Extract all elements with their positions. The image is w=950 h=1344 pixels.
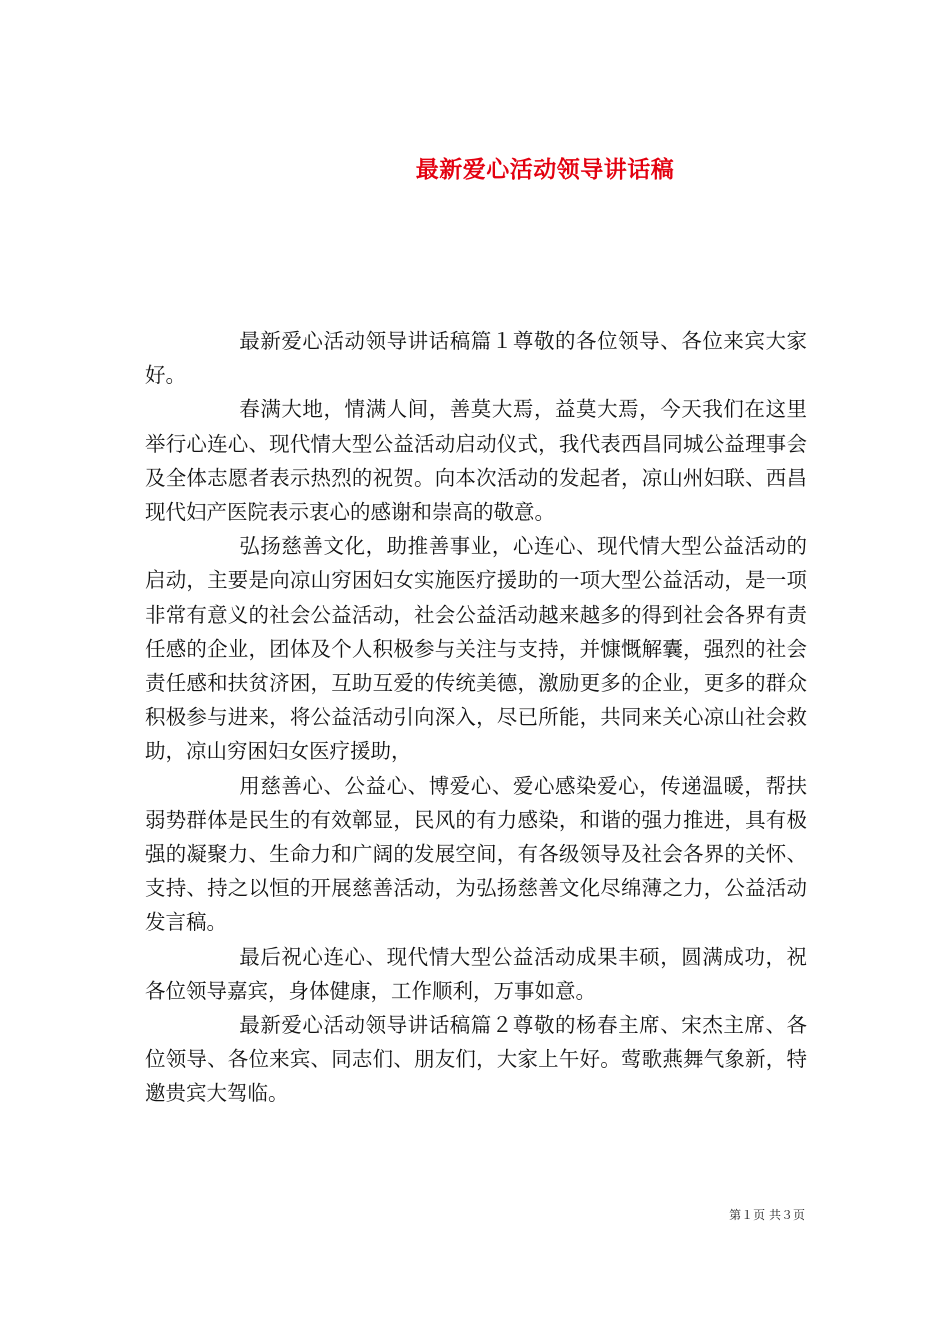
page-number-footer: 第１页 共３页 <box>729 1208 805 1222</box>
document-title: 最新爱心活动领导讲话稿 <box>415 156 675 184</box>
paragraph-6: 最新爱心活动领导讲话稿篇２尊敬的杨春主席、宋杰主席、各位领导、各位来宾、同志们、朋友们，大家上午好。莺歌燕舞气象新，特邀贵宾大驾临。 <box>145 1013 807 1106</box>
paragraph-4: 用慈善心、公益心、博爱心、爱心感染爱心，传递温暖，帮扶弱势群体是民生的有效鄣显，民风的有力感染，和谐的强力推进，具有极强的凝聚力、生命力和广阔的发展空间，有各级领导及社会各界的关怀、支持、持之以恒的开展慈善活动，为弘扬慈善文化尽绵薄之力，公益活动发言稿。 <box>145 773 807 935</box>
paragraph-1: 最新爱心活动领导讲话稿篇１尊敬的各位领导、各位来宾大家好。 <box>145 329 807 388</box>
paragraph-3: 弘扬慈善文化，助推善事业，心连心、现代情大型公益活动的启动，主要是向凉山穷困妇女实施医疗援助的一项大型公益活动，是一项非常有意义的社会公益活动，社会公益活动越来越多的得到社会各界有责任感的企业，团体及个人积极参与关注与支持，并慷慨解囊，强烈的社会责任感和扶贫济困，互助互爱的传统美德，激励更多的企业，更多的群众积极参与进来，将公益活动引向深入，尽已所能，共同来关心凉山社会救助，凉山穷困妇女医疗援助， <box>145 534 807 764</box>
document-body <box>145 324 807 1111</box>
paragraph-2: 春满大地，情满人间，善莫大焉，益莫大焉，今天我们在这里举行心连心、现代情大型公益活动启动仪式，我代表西昌同城公益理事会及全体志愿者表示热烈的祝贺。向本次活动的发起者，凉山州妇联、西昌现代妇产医院表示衷心的感谢和崇高的敬意。 <box>145 397 807 525</box>
paragraph-5: 最后祝心连心、现代情大型公益活动成果丰硕，圆满成功，祝各位领导嘉宾，身体健康，工作顺利，万事如意。 <box>145 944 807 1003</box>
